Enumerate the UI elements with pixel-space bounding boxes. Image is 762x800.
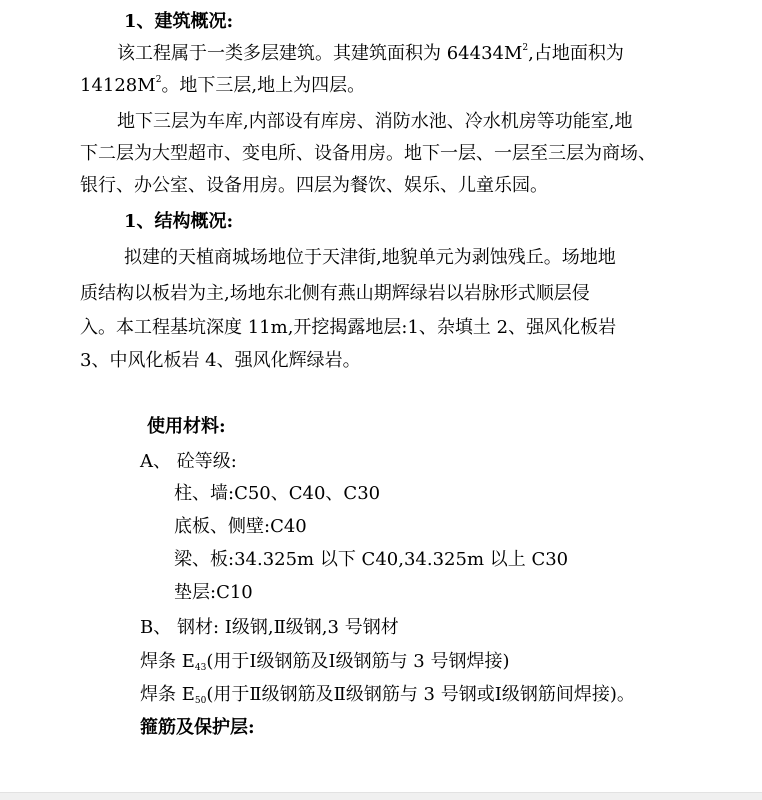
superscript: 2: [522, 43, 529, 53]
overview-paragraph-1-line-2: [80, 74, 365, 98]
subscript: 50: [194, 696, 207, 706]
steel-label: B、 钢材: Ⅰ级钢,Ⅱ级钢,3 号钢材: [140, 617, 399, 638]
text-fragment: ,占地面积为: [528, 43, 624, 64]
overview-heading: 1、建筑概况:: [124, 11, 234, 32]
concrete-item: 垫层:C10: [174, 582, 253, 603]
text-fragment: (用于Ⅱ级钢筋及Ⅱ级钢筋与 3 号钢或Ⅰ级钢筋间焊接)。: [206, 684, 635, 705]
superscript: 2: [155, 75, 162, 85]
subscript: 43: [194, 663, 207, 673]
structure-heading: 1、结构概况:: [124, 211, 234, 232]
overview-paragraph-2-line-1: 地下三层为车库,内部设有库房、消防水池、冷水机房等功能室,地: [117, 111, 633, 132]
structure-paragraph-line-2: 质结构以板岩为主,场地东北侧有燕山期辉绿岩以岩脉形式顺层侵: [80, 283, 590, 304]
materials-heading: 使用材料:: [147, 416, 226, 437]
concrete-item: 柱、墙:C50、C40、C30: [174, 483, 381, 504]
welding-rod-e43: [140, 650, 510, 674]
text-fragment: 焊条 E: [140, 684, 195, 705]
welding-rod-e50: [140, 683, 635, 707]
stirrup-heading: 箍筋及保护层:: [140, 717, 255, 738]
structure-paragraph-line-3: 入。本工程基坑深度 11m,开挖揭露地层:1、杂填土 2、强风化板岩: [80, 317, 617, 338]
concrete-item: 梁、板:34.325m 以下 C40,34.325m 以上 C30: [174, 549, 569, 570]
text-fragment: 焊条 E: [140, 651, 195, 672]
structure-paragraph-line-1: 拟建的天植商城场地位于天津街,地貌单元为剥蚀残丘。场地地: [124, 247, 616, 268]
overview-paragraph-2-line-2: 下二层为大型超市、变电所、设备用房。地下一层、一层至三层为商场、: [80, 143, 656, 164]
concrete-item: 底板、侧壁:C40: [174, 516, 307, 537]
concrete-grade-label: A、 砼等级:: [140, 451, 237, 472]
overview-paragraph-2-line-3: 银行、办公室、设备用房。四层为餐饮、娱乐、儿童乐园。: [80, 175, 548, 196]
text-fragment: 14128M: [80, 75, 156, 96]
text-fragment: (用于Ⅰ级钢筋及Ⅰ级钢筋与 3 号钢焊接): [206, 651, 510, 672]
structure-paragraph-line-4: 3、中风化板岩 4、强风化辉绿岩。: [80, 350, 361, 371]
text-fragment: 该工程属于一类多层建筑。其建筑面积为 64434M: [117, 43, 523, 64]
overview-paragraph-1-line-1: [117, 42, 624, 66]
text-fragment: 。地下三层,地上为四层。: [161, 75, 366, 96]
